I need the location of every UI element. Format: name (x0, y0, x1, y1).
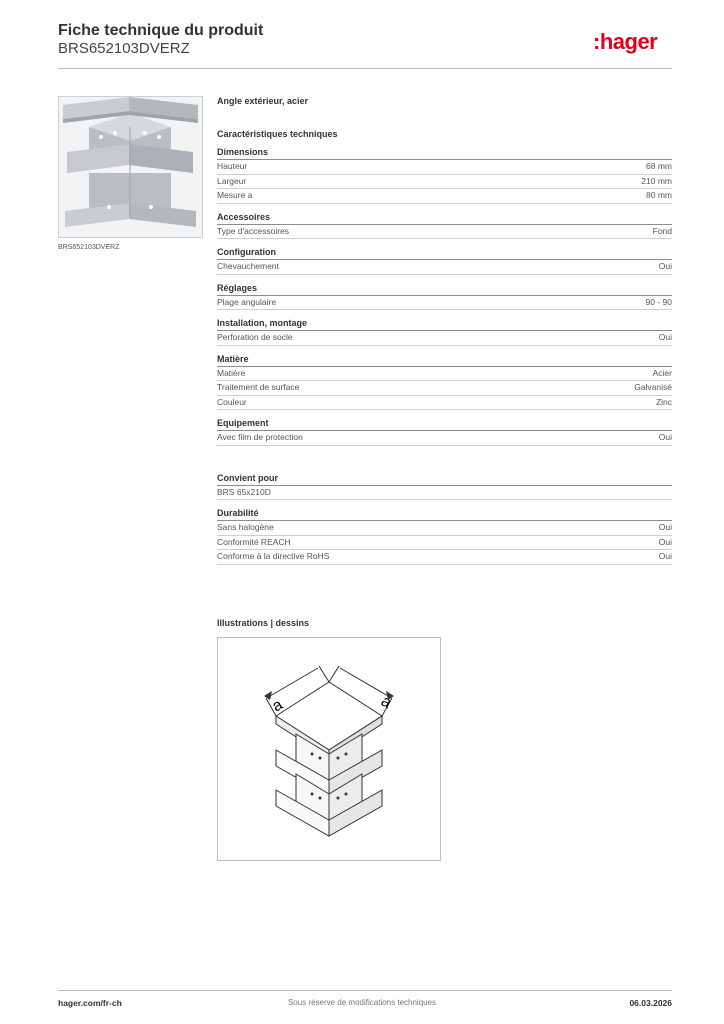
spec-label: Type d'accessoires (217, 225, 290, 236)
spec-group (217, 283, 672, 311)
spec-row (217, 536, 672, 551)
spec-group (217, 354, 672, 411)
spec-value: Acier (652, 367, 672, 378)
spec-group-title: Réglages (217, 283, 672, 296)
spec-value: Oui (658, 536, 672, 547)
spec-group (217, 508, 672, 565)
spec-group-title: Durabilité (217, 508, 672, 521)
spec-row (217, 367, 672, 382)
product-name: Angle extérieur, acier (217, 96, 309, 106)
spec-row (217, 296, 672, 311)
spec-group-title: Matière (217, 354, 672, 367)
spec-group (217, 247, 672, 275)
spec-label: Avec film de protection (217, 432, 303, 442)
footer-date: 06.03.2026 (629, 998, 672, 1008)
spec-row (217, 431, 672, 446)
spec-row (217, 381, 672, 396)
spec-value: Galvanisé (634, 382, 672, 392)
footer-website[interactable]: hager.com/fr-ch (58, 998, 122, 1008)
spec-group (217, 212, 672, 240)
spec-label: Mesure a (217, 190, 253, 200)
spec-label: Matière (217, 367, 246, 378)
spec-value: 68 mm (646, 161, 672, 171)
brand-logo: :hager (593, 29, 658, 54)
spec-label: Largeur (217, 175, 247, 186)
photo-caption: BRS652103DVERZ (58, 244, 120, 251)
spec-row (217, 160, 672, 175)
technical-drawing (217, 637, 441, 861)
spec-value: Oui (658, 432, 672, 442)
illustrations-title: Illustrations | dessins (217, 618, 310, 628)
dimension-label-left: a (269, 696, 286, 716)
spec-group-title: Accessoires (217, 212, 672, 225)
product-photo (58, 96, 203, 238)
spec-value: Oui (658, 261, 672, 271)
spec-value: 80 mm (646, 190, 672, 200)
spec-group-title: Installation, montage (217, 318, 672, 331)
spec-label: BRS 65x210D (217, 486, 271, 497)
spec-label: Sans halogène (217, 522, 274, 532)
spec-group-title: Equipement (217, 418, 672, 431)
spec-group-title: Dimensions (217, 147, 672, 160)
spec-column (217, 96, 672, 565)
spec-value: Oui (658, 551, 672, 561)
spec-label: Chevauchement (217, 261, 279, 271)
spec-row (217, 331, 672, 346)
spec-label: Plage angulaire (217, 296, 277, 307)
spec-group (217, 318, 672, 346)
spec-row (217, 260, 672, 275)
spec-value: Fond (652, 225, 672, 236)
spec-group (217, 147, 672, 204)
spec-value: Oui (658, 332, 672, 342)
spec-group (217, 473, 672, 501)
spec-value: Zinc (655, 396, 672, 407)
spec-row (217, 550, 672, 565)
spec-group (217, 418, 672, 446)
spec-label: Hauteur (217, 161, 248, 171)
spec-value: 90 - 90 (645, 296, 672, 307)
header-divider (58, 68, 672, 69)
spec-group-title: Configuration (217, 247, 672, 260)
spec-row (217, 486, 672, 501)
footer-divider (58, 990, 672, 991)
page-title: Fiche technique du produit (58, 22, 264, 39)
spec-value: Oui (658, 522, 672, 532)
spec-row (217, 175, 672, 190)
spec-label: Couleur (217, 396, 247, 407)
dimension-label-right: a (378, 692, 395, 712)
spec-group-title: Convient pour (217, 473, 672, 486)
spec-row (217, 396, 672, 411)
spec-label: Conformité REACH (217, 536, 291, 547)
spec-row (217, 225, 672, 240)
product-reference: BRS652103DVERZ (58, 40, 190, 57)
spec-label: Conforme à la directive RoHS (217, 551, 330, 561)
spec-label: Traitement de surface (217, 382, 300, 392)
spec-groups (217, 147, 672, 565)
spec-row (217, 521, 672, 536)
spec-heading: Caractéristiques techniques (217, 129, 338, 139)
footer-notice: Sous réserve de modifications techniques (287, 998, 437, 1007)
spec-value: 210 mm (641, 175, 672, 186)
spec-row (217, 189, 672, 204)
spec-label: Perforation de socle (217, 332, 293, 342)
